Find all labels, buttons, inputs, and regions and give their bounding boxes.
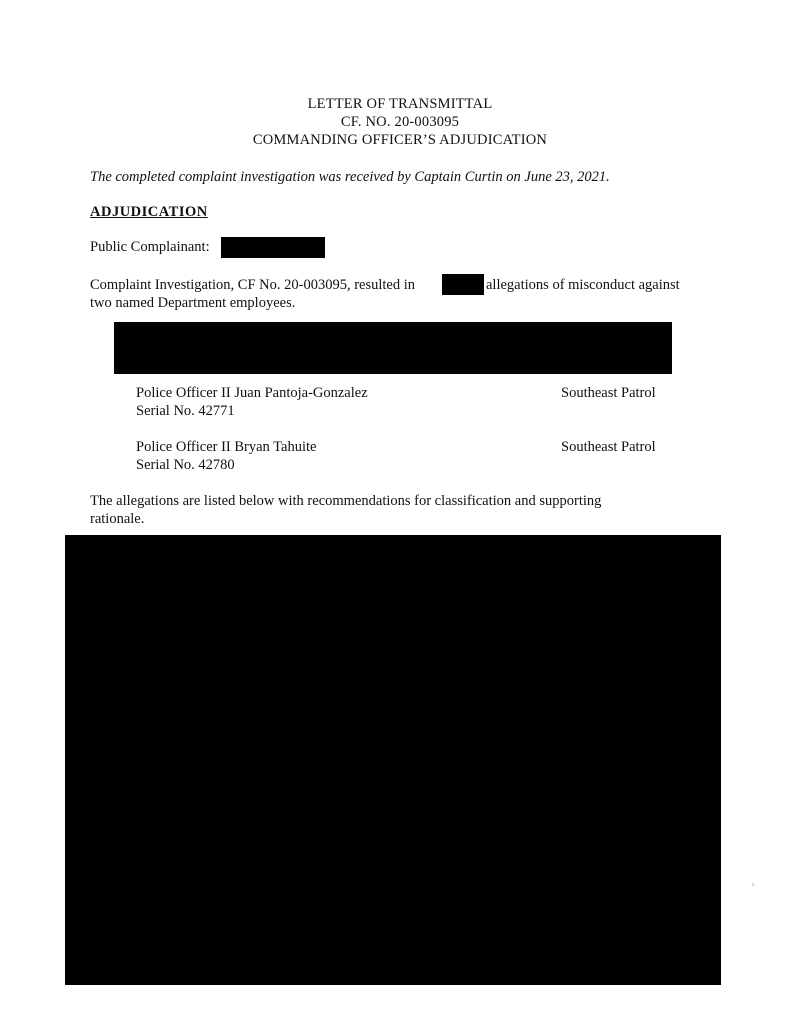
employee-division: Southeast Patrol bbox=[561, 385, 656, 401]
employee-division: Southeast Patrol bbox=[561, 439, 656, 455]
employee-serial: Serial No. 42780 bbox=[136, 457, 235, 473]
redacted-block-allegations bbox=[65, 535, 721, 985]
investigation-statement-line2: two named Department employees. bbox=[90, 295, 296, 311]
adjudication-heading: COMMANDING OFFICER’S ADJUDICATION bbox=[252, 132, 548, 148]
investigation-statement-part2: allegations of misconduct against bbox=[486, 277, 680, 293]
public-complainant-label: Public Complainant: bbox=[90, 239, 210, 255]
investigation-statement-part1: Complaint Investigation, CF No. 20-003095, resulted in bbox=[90, 277, 416, 293]
redacted-block-top bbox=[114, 322, 672, 374]
employee-name: Police Officer II Juan Pantoja-Gonzalez bbox=[136, 385, 368, 401]
employee-serial: Serial No. 42771 bbox=[136, 403, 235, 419]
section-heading-adjudication: ADJUDICATION bbox=[90, 204, 208, 220]
allegations-intro-line2: rationale. bbox=[90, 511, 145, 527]
document-title: LETTER OF TRANSMITTAL bbox=[307, 96, 493, 112]
employee-name: Police Officer II Bryan Tahuite bbox=[136, 439, 317, 455]
complainant-name-redaction bbox=[221, 237, 325, 258]
allegation-count-redaction bbox=[442, 274, 484, 295]
case-number-heading: CF. NO. 20-003095 bbox=[340, 114, 460, 130]
allegations-intro-line1: The allegations are listed below with recommendations for classification and supporting bbox=[90, 493, 602, 509]
scan-speck bbox=[752, 883, 754, 886]
received-statement: The completed complaint investigation was received by Captain Curtin on June 23, 2021. bbox=[90, 169, 610, 185]
